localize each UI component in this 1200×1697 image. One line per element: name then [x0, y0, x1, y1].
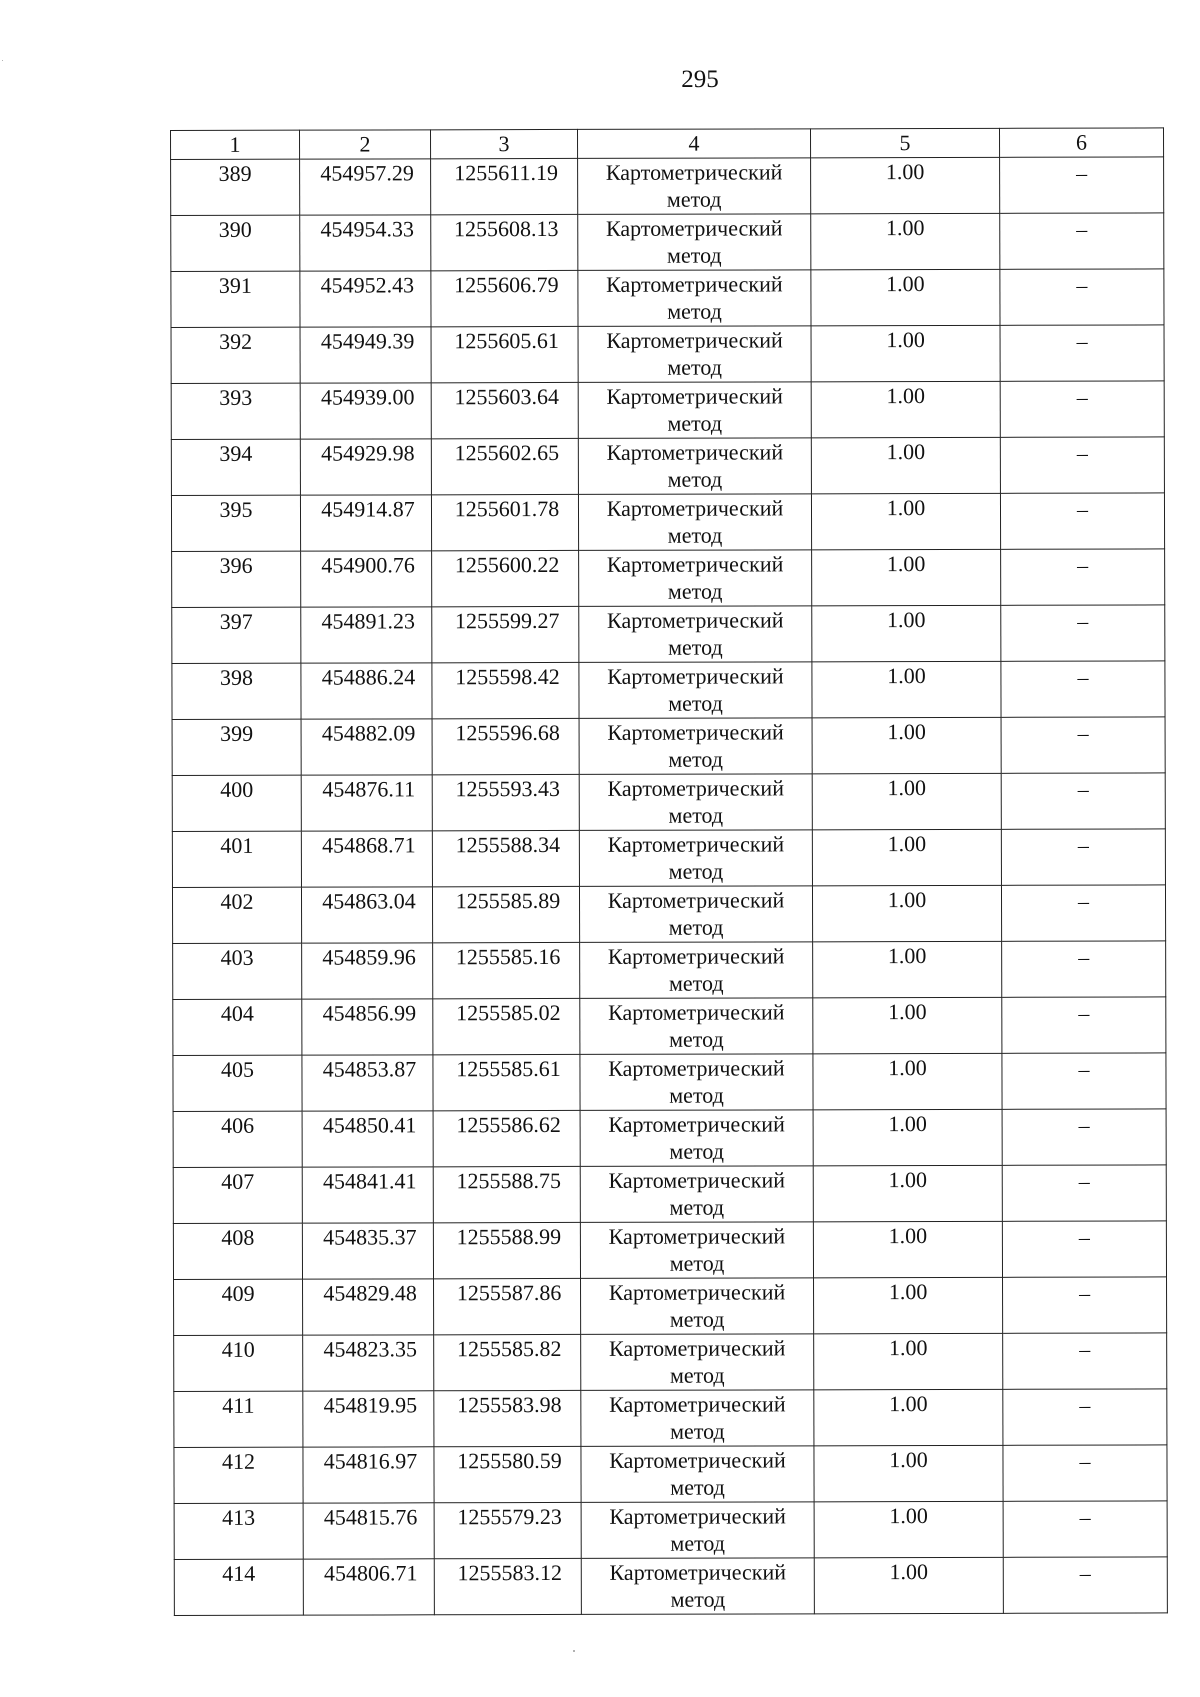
- point-number: 398: [172, 663, 301, 719]
- dash-mark: –: [1076, 216, 1088, 242]
- table-row: [172, 717, 1165, 776]
- accuracy-value: 1.00: [811, 493, 1000, 549]
- coordinate-y: 1255598.42: [432, 662, 579, 718]
- method-line-1: Картометрический: [609, 1447, 786, 1473]
- note-cell: [1002, 1165, 1166, 1221]
- dash-mark: –: [1078, 944, 1090, 970]
- method-line-1: Картометрический: [607, 607, 784, 633]
- table-row: [174, 1445, 1167, 1504]
- accuracy-value: 1.00: [814, 1557, 1003, 1613]
- point-number: 390: [171, 215, 300, 271]
- accuracy-value: 1.00: [813, 941, 1002, 997]
- method-line-1: Картометрический: [606, 271, 783, 297]
- note-cell: [1002, 1053, 1166, 1109]
- dash-mark: –: [1076, 496, 1089, 522]
- table-header: [171, 128, 1164, 160]
- method-line-2: метод: [669, 1250, 725, 1276]
- point-number: 406: [173, 1111, 302, 1167]
- method-cell: [578, 214, 811, 271]
- method-line-1: Картометрический: [608, 1167, 786, 1193]
- coordinates-table: [170, 127, 1168, 1616]
- page-number: 295: [681, 66, 719, 93]
- method-line-2: метод: [669, 1138, 724, 1164]
- table-row: [171, 213, 1164, 272]
- accuracy-value: 1.00: [812, 605, 1001, 661]
- table-row: [173, 941, 1166, 1000]
- coordinate-x: 454850.41: [302, 1111, 433, 1167]
- accuracy-value: 1.00: [812, 885, 1001, 941]
- method-line-2: метод: [670, 1586, 726, 1612]
- table-row: [172, 773, 1165, 832]
- coordinate-y: 1255602.65: [431, 438, 578, 494]
- note-cell: [1003, 1445, 1167, 1501]
- accuracy-value: 1.00: [813, 1221, 1002, 1277]
- note-cell: [1003, 1277, 1167, 1333]
- table-row: [173, 1053, 1166, 1112]
- table-row: [173, 1221, 1166, 1280]
- method-line-2: метод: [670, 1474, 725, 1500]
- note-cell: [1002, 997, 1166, 1053]
- coordinate-y: 1255611.19: [431, 158, 578, 214]
- method-line-2: метод: [668, 970, 724, 996]
- note-cell: [1001, 885, 1165, 941]
- method-line-2: метод: [668, 858, 724, 884]
- header-cell-6: 6: [999, 128, 1163, 157]
- coordinate-y: 1255586.62: [433, 1110, 580, 1166]
- method-line-2: метод: [668, 690, 723, 716]
- coordinate-y: 1255585.02: [433, 998, 580, 1054]
- dash-mark: –: [1076, 160, 1088, 186]
- method-cell: [580, 942, 813, 999]
- dash-mark: –: [1076, 384, 1088, 410]
- table-body: [171, 157, 1168, 1616]
- method-line-1: Картометрический: [607, 663, 784, 689]
- point-number: 412: [174, 1447, 303, 1503]
- method-cell: [579, 550, 812, 607]
- method-line-2: метод: [667, 522, 723, 548]
- coordinate-x: 454882.09: [301, 719, 432, 775]
- dash-mark: –: [1077, 776, 1089, 802]
- coordinate-y: 1255583.12: [434, 1558, 581, 1614]
- point-number: 393: [171, 383, 300, 439]
- method-cell: [581, 1558, 814, 1615]
- point-number: 389: [171, 159, 300, 215]
- accuracy-value: 1.00: [814, 1333, 1003, 1389]
- coordinate-y: 1255601.78: [431, 494, 578, 550]
- header-cell-3: 3: [431, 129, 578, 158]
- table-row: [173, 1109, 1166, 1168]
- header-cell-4: 4: [577, 129, 810, 159]
- coordinate-x: 454886.24: [301, 663, 432, 719]
- coordinate-x: 454829.48: [303, 1279, 434, 1335]
- method-line-2: метод: [669, 1306, 725, 1332]
- coordinate-x: 454929.98: [300, 439, 431, 495]
- coordinate-y: 1255603.64: [431, 382, 578, 438]
- point-number: 395: [171, 495, 300, 551]
- method-line-1: Картометрический: [606, 383, 783, 409]
- table-row: [174, 1277, 1167, 1336]
- method-line-2: метод: [668, 802, 724, 828]
- coordinate-x: 454957.29: [300, 159, 431, 215]
- note-cell: [1000, 325, 1164, 381]
- dash-mark: –: [1078, 1056, 1090, 1082]
- method-line-2: метод: [669, 1082, 724, 1108]
- method-cell: [578, 270, 811, 327]
- dash-mark: –: [1079, 1392, 1091, 1418]
- note-cell: [1001, 661, 1165, 717]
- dash-mark: –: [1077, 608, 1089, 634]
- dash-mark: –: [1076, 272, 1088, 298]
- note-cell: [1001, 717, 1165, 773]
- dash-mark: –: [1079, 1504, 1091, 1530]
- coordinate-x: 454939.00: [300, 383, 431, 439]
- method-cell: [581, 1502, 814, 1559]
- method-cell: [580, 1222, 813, 1279]
- method-line-1: Картометрический: [607, 887, 785, 913]
- coordinate-y: 1255585.89: [432, 886, 579, 942]
- method-line-1: Картометрический: [608, 1055, 785, 1081]
- method-line-2: метод: [666, 186, 722, 212]
- dash-mark: –: [1076, 328, 1088, 354]
- method-cell: [581, 1278, 814, 1335]
- method-line-1: Картометрический: [606, 495, 784, 521]
- coordinate-x: 454853.87: [302, 1055, 433, 1111]
- method-line-1: Картометрический: [605, 215, 783, 241]
- table-row: [172, 661, 1165, 720]
- coordinate-x: 454863.04: [301, 887, 432, 943]
- accuracy-value: 1.00: [811, 325, 1000, 381]
- coordinate-y: 1255606.79: [431, 270, 578, 326]
- note-cell: [1002, 1221, 1166, 1277]
- accuracy-value: 1.00: [813, 1053, 1002, 1109]
- method-cell: [580, 1054, 813, 1111]
- table-row: [172, 829, 1165, 888]
- table-row: [171, 381, 1164, 440]
- method-line-1: Картометрический: [608, 1279, 786, 1305]
- coordinate-y: 1255588.75: [433, 1166, 580, 1222]
- table-row: [171, 325, 1164, 384]
- coordinate-y: 1255588.34: [432, 830, 579, 886]
- method-line-2: метод: [667, 578, 723, 604]
- coordinate-y: 1255588.99: [433, 1222, 580, 1278]
- method-line-2: метод: [670, 1530, 726, 1556]
- accuracy-value: 1.00: [811, 213, 1000, 269]
- method-line-2: метод: [670, 1418, 725, 1444]
- note-cell: [1001, 773, 1165, 829]
- point-number: 400: [172, 775, 301, 831]
- method-cell: [579, 662, 812, 719]
- table-row: [174, 1333, 1167, 1392]
- method-line-2: метод: [667, 410, 723, 436]
- coordinate-x: 454900.76: [301, 551, 432, 607]
- note-cell: [1003, 1557, 1167, 1613]
- method-line-1: Картометрический: [607, 943, 785, 969]
- accuracy-value: 1.00: [811, 269, 1000, 325]
- accuracy-value: 1.00: [814, 1501, 1003, 1557]
- method-cell: [581, 1334, 814, 1391]
- method-line-2: метод: [667, 466, 723, 492]
- table-row: [174, 1557, 1167, 1616]
- note-cell: [1003, 1389, 1167, 1445]
- coordinate-y: 1255579.23: [434, 1502, 581, 1558]
- method-cell: [578, 326, 811, 383]
- dash-mark: –: [1078, 1224, 1090, 1250]
- accuracy-value: 1.00: [812, 549, 1001, 605]
- coordinate-y: 1255583.98: [434, 1390, 581, 1446]
- coordinate-y: 1255596.68: [432, 718, 579, 774]
- dash-mark: –: [1077, 664, 1089, 690]
- method-line-2: метод: [667, 354, 722, 380]
- method-cell: [579, 606, 812, 663]
- point-number: 399: [172, 719, 301, 775]
- method-cell: [578, 438, 811, 495]
- coordinate-x: 454949.39: [300, 327, 431, 383]
- point-number: 408: [173, 1223, 302, 1279]
- note-cell: [1000, 157, 1164, 213]
- method-cell: [578, 382, 811, 439]
- coordinate-x: 454806.71: [303, 1559, 434, 1615]
- method-line-1: Картометрический: [609, 1391, 786, 1417]
- method-cell: [580, 1110, 813, 1167]
- table-row: [171, 157, 1164, 216]
- method-line-1: Картометрический: [607, 719, 784, 745]
- method-cell: [581, 1390, 814, 1447]
- method-line-1: Картометрический: [605, 159, 783, 185]
- note-cell: [1000, 381, 1164, 437]
- coordinate-x: 454914.87: [300, 495, 431, 551]
- header-cell-1: 1: [171, 130, 300, 159]
- coordinate-x: 454841.41: [302, 1167, 433, 1223]
- method-line-1: Картометрический: [609, 1559, 787, 1585]
- method-line-2: метод: [669, 1194, 725, 1220]
- accuracy-value: 1.00: [811, 157, 1000, 213]
- accuracy-value: 1.00: [813, 1165, 1002, 1221]
- method-cell: [580, 1166, 813, 1223]
- point-number: 411: [174, 1391, 303, 1447]
- coordinate-y: 1255585.16: [433, 942, 580, 998]
- scan-speck: [573, 1650, 575, 1652]
- method-line-2: метод: [668, 746, 723, 772]
- coordinate-x: 454819.95: [303, 1391, 434, 1447]
- coordinate-x: 454823.35: [303, 1335, 434, 1391]
- table-row: [171, 437, 1164, 496]
- note-cell: [1000, 213, 1164, 269]
- method-cell: [578, 158, 811, 215]
- coordinate-x: 454891.23: [301, 607, 432, 663]
- point-number: 396: [172, 551, 301, 607]
- coordinate-y: 1255593.43: [432, 774, 579, 830]
- point-number: 402: [172, 887, 301, 943]
- coordinate-y: 1255608.13: [431, 214, 578, 270]
- note-cell: [1002, 1109, 1166, 1165]
- note-cell: [1000, 493, 1164, 549]
- point-number: 391: [171, 271, 300, 327]
- method-line-1: Картометрический: [606, 551, 784, 577]
- method-line-2: метод: [669, 1026, 724, 1052]
- table-row: [172, 549, 1165, 608]
- method-line-1: Картометрический: [606, 439, 784, 465]
- method-line-2: метод: [668, 914, 724, 940]
- table-row: [171, 269, 1164, 328]
- point-number: 392: [171, 327, 300, 383]
- accuracy-value: 1.00: [812, 773, 1001, 829]
- table-row: [173, 997, 1166, 1056]
- method-cell: [579, 718, 812, 775]
- accuracy-value: 1.00: [812, 717, 1001, 773]
- table-row: [172, 605, 1165, 664]
- header-cell-5: 5: [810, 128, 999, 157]
- method-line-2: метод: [667, 298, 722, 324]
- coordinate-x: 454856.99: [302, 999, 433, 1055]
- header-row: [171, 128, 1164, 160]
- table-row: [172, 885, 1165, 944]
- method-line-2: метод: [668, 634, 723, 660]
- note-cell: [1000, 269, 1164, 325]
- method-line-1: Картометрический: [606, 327, 783, 353]
- accuracy-value: 1.00: [813, 997, 1002, 1053]
- method-cell: [579, 830, 812, 887]
- note-cell: [1001, 549, 1165, 605]
- method-cell: [581, 1446, 814, 1503]
- point-number: 404: [173, 999, 302, 1055]
- note-cell: [1002, 941, 1166, 997]
- dash-mark: –: [1077, 552, 1089, 578]
- point-number: 403: [173, 943, 302, 999]
- method-line-1: Картометрический: [608, 999, 785, 1025]
- dash-mark: –: [1077, 832, 1089, 858]
- dash-mark: –: [1077, 888, 1090, 914]
- method-cell: [578, 494, 811, 551]
- point-number: 394: [171, 439, 300, 495]
- accuracy-value: 1.00: [814, 1389, 1003, 1445]
- table-row: [171, 493, 1164, 552]
- note-cell: [1003, 1501, 1167, 1557]
- scan-speck: [2, 60, 3, 61]
- method-cell: [579, 886, 812, 943]
- coordinate-y: 1255585.61: [433, 1054, 580, 1110]
- coordinate-y: 1255599.27: [432, 606, 579, 662]
- note-cell: [1003, 1333, 1167, 1389]
- point-number: 414: [174, 1559, 303, 1615]
- dash-mark: –: [1078, 1000, 1090, 1026]
- coordinate-y: 1255587.86: [434, 1278, 581, 1334]
- method-cell: [580, 998, 813, 1055]
- dash-mark: –: [1079, 1336, 1091, 1362]
- table-row: [173, 1165, 1166, 1224]
- method-line-2: метод: [666, 242, 722, 268]
- note-cell: [1001, 605, 1165, 661]
- table-row: [174, 1389, 1167, 1448]
- coordinate-x: 454954.33: [300, 215, 431, 271]
- method-line-2: метод: [669, 1362, 725, 1388]
- point-number: 397: [172, 607, 301, 663]
- method-line-1: Картометрический: [608, 1111, 785, 1137]
- point-number: 413: [174, 1503, 303, 1559]
- note-cell: [1000, 437, 1164, 493]
- method-line-1: Картометрический: [609, 1503, 786, 1529]
- accuracy-value: 1.00: [813, 1109, 1002, 1165]
- coordinate-y: 1255585.82: [434, 1334, 581, 1390]
- accuracy-value: 1.00: [814, 1277, 1003, 1333]
- method-cell: [579, 774, 812, 831]
- coordinate-y: 1255605.61: [431, 326, 578, 382]
- note-cell: [1001, 829, 1165, 885]
- point-number: 410: [174, 1335, 303, 1391]
- dash-mark: –: [1077, 720, 1089, 746]
- accuracy-value: 1.00: [811, 437, 1000, 493]
- method-line-1: Картометрический: [608, 1335, 786, 1361]
- accuracy-value: 1.00: [811, 381, 1000, 437]
- header-cell-2: 2: [300, 130, 431, 159]
- coordinate-x: 454835.37: [302, 1223, 433, 1279]
- method-line-1: Картометрический: [607, 831, 785, 857]
- point-number: 407: [173, 1167, 302, 1223]
- coordinate-y: 1255600.22: [432, 550, 579, 606]
- dash-mark: –: [1078, 1112, 1090, 1138]
- coordinate-x: 454952.43: [300, 271, 431, 327]
- coordinate-x: 454816.97: [303, 1447, 434, 1503]
- accuracy-value: 1.00: [812, 829, 1001, 885]
- point-number: 409: [174, 1279, 303, 1335]
- coordinate-y: 1255580.59: [434, 1446, 581, 1502]
- accuracy-value: 1.00: [812, 661, 1001, 717]
- dash-mark: –: [1079, 1280, 1091, 1306]
- coordinate-x: 454868.71: [301, 831, 432, 887]
- method-line-1: Картометрический: [607, 775, 784, 801]
- point-number: 401: [172, 831, 301, 887]
- point-number: 405: [173, 1055, 302, 1111]
- method-line-1: Картометрический: [608, 1223, 786, 1249]
- dash-mark: –: [1078, 1168, 1090, 1194]
- table-row: [174, 1501, 1167, 1560]
- dash-mark: –: [1079, 1448, 1091, 1474]
- coordinate-x: 454859.96: [302, 943, 433, 999]
- coordinate-x: 454876.11: [301, 775, 432, 831]
- accuracy-value: 1.00: [814, 1445, 1003, 1501]
- dash-mark: –: [1079, 1560, 1091, 1586]
- dash-mark: –: [1076, 440, 1088, 466]
- coordinate-x: 454815.76: [303, 1503, 434, 1559]
